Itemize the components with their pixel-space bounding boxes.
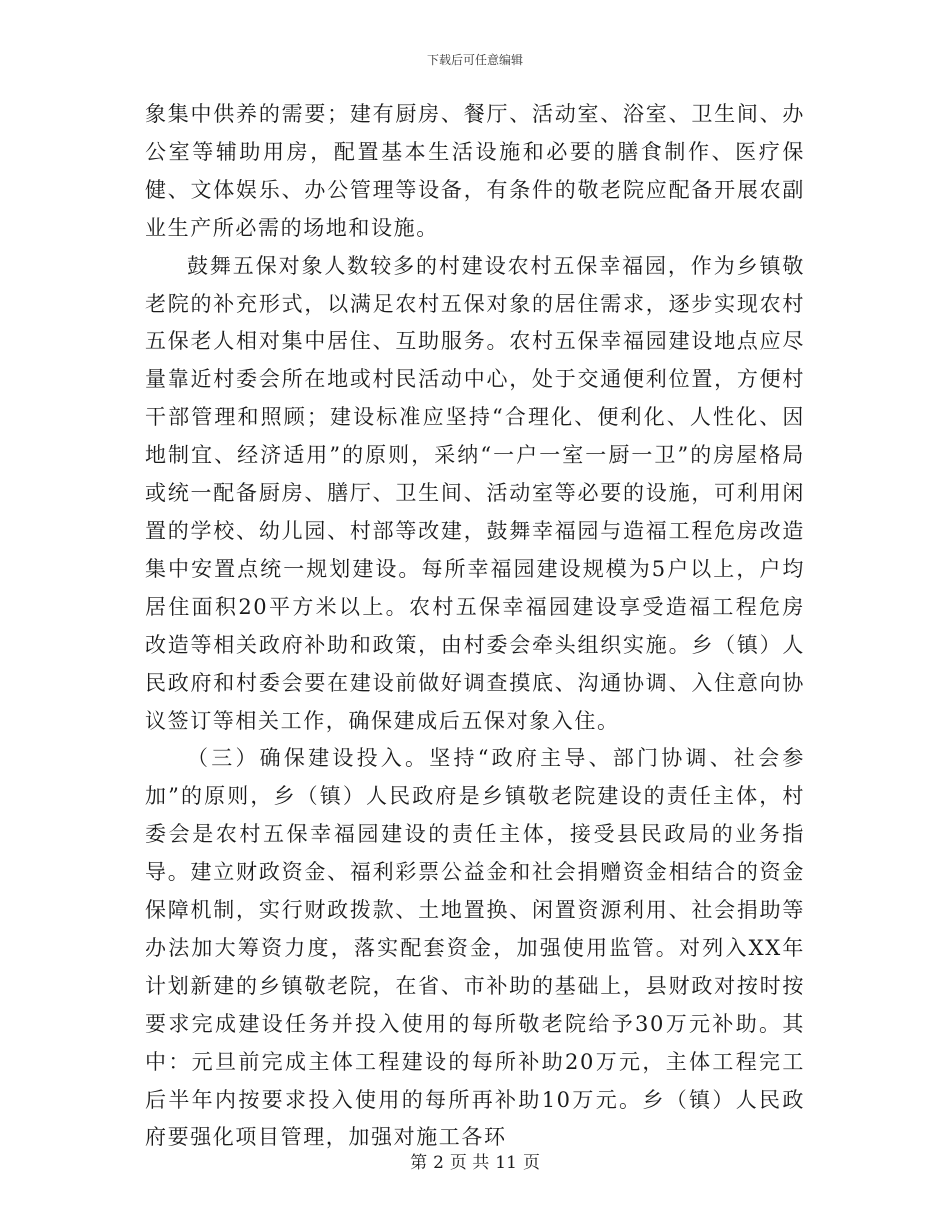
page-middle: 页 共 [449, 1153, 490, 1173]
paragraph-2: 鼓舞五保对象人数较多的村建设农村五保幸福园，作为乡镇敬老院的补充形式，以满足农村五保对象的居住需求，逐步实现农村五保老人相对集中居住、互助服务。农村五保幸福园建设地点应尽量靠近村委会所在地或村民活动中心，处于交通便利位置，方便村干部管理和照顾；建设标准应坚持“合理化、便利化、人性化、因地制宜、经济适用”的原则，采纳“一户一室一厨一卫”的房屋格局或统一配备厨房、膳厅、卫生间、活动室等必要的设施，可利用闲置的学校、幼儿园、村部等改建，鼓舞幸福园与造福工程危房改造集中安置点统一规划建设。每所幸福园建设规模为5户以上，户均居住面积20平方米以上。农村五保幸福园建设享受造福工程危房改造等相关政府补助和政策，由村委会牵头组织实施。乡（镇）人民政府和村委会要在建设前做好调查摸底、沟通协调、入住意向协议签订等相关工作，确保建成后五保对象入住。 [145, 253, 805, 733]
page-footer [0, 1152, 950, 1174]
paragraph-1: 象集中供养的需要；建有厨房、餐厅、活动室、浴室、卫生间、办公室等辅助用房，配置基本生活设施和必要的膳食制作、医疗保健、文体娱乐、办公管理等设备，有条件的敬老院应配备开展农副业生产所必需的场地和设施。 [145, 102, 805, 240]
page-number: 2 [433, 1153, 444, 1173]
page-suffix: 页 [522, 1153, 540, 1173]
paragraph-3: （三）确保建设投入。坚持“政府主导、部门协调、社会参加”的原则，乡（镇）人民政府是乡镇敬老院建设的责任主体，村委会是农村五保幸福园建设的责任主体，接受县民政局的业务指导。建立财政资金、福利彩票公益金和社会捐赠资金相结合的资金保障机制，实行财政拨款、土地置换、闲置资源利用、社会捐助等办法加大筹资力度，落实配套资金，加强使用监管。对列入XX年计划新建的乡镇敬老院，在省、市补助的基础上，县财政对按时按要求完成建设任务并投入使用的每所敬老院给予30万元补助。其中：元旦前完成主体工程建设的每所补助20万元，主体工程完工后半年内按要求投入使用的每所再补助10万元。乡（镇）人民政府要强化项目管理，加强对施工各环 [145, 746, 805, 1150]
total-pages: 11 [495, 1153, 517, 1173]
document-body [145, 96, 805, 1157]
page-prefix: 第 [410, 1153, 428, 1173]
page-header: 下载后可任意编辑 [426, 53, 523, 67]
